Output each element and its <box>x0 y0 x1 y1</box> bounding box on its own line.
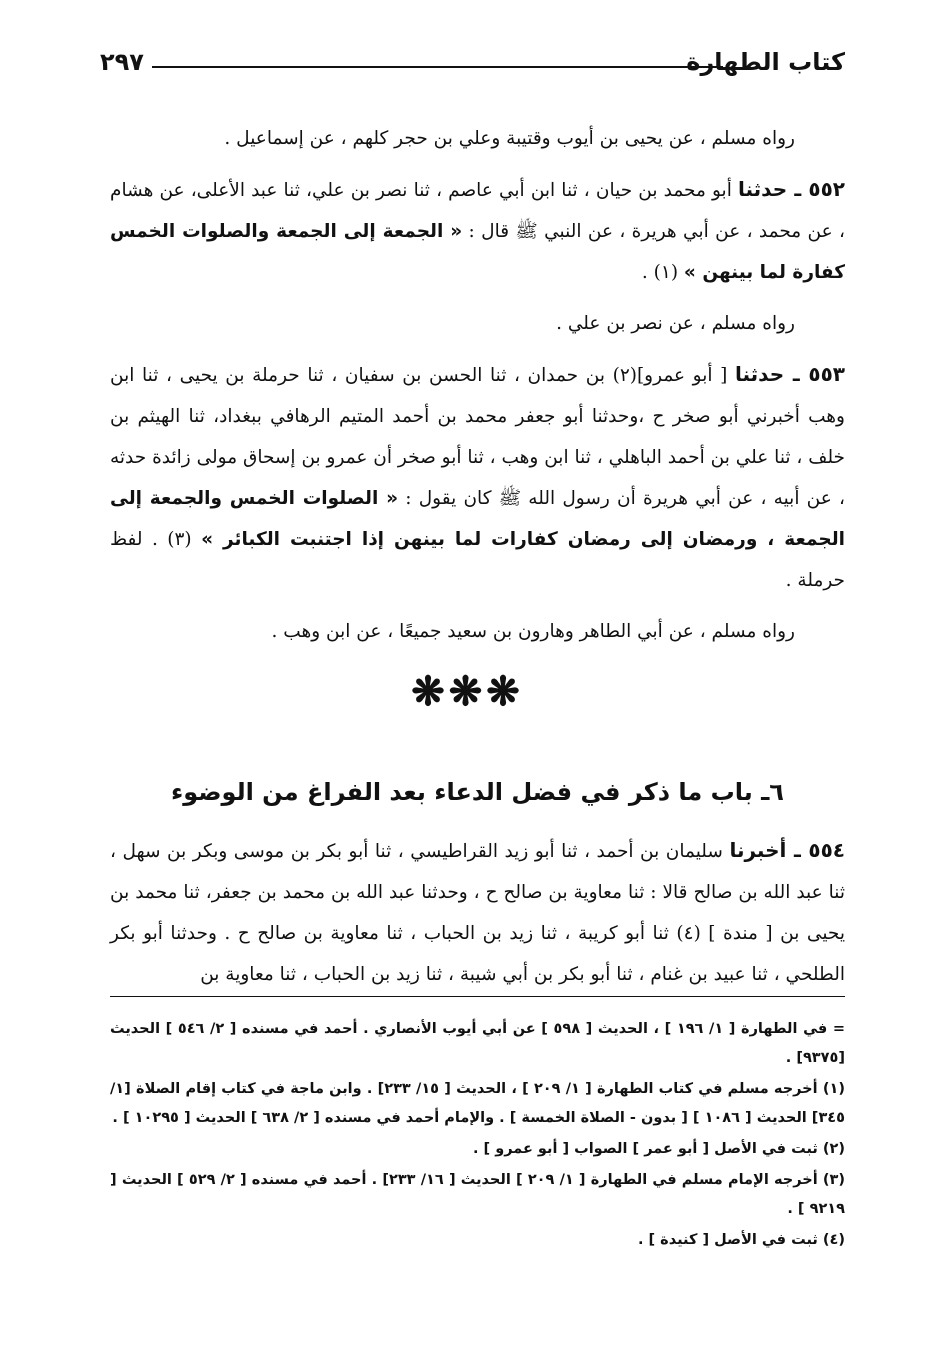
footnote-separator <box>110 996 845 997</box>
footnote-ref: (٣) . لفظ حرملة . <box>110 529 845 591</box>
narration-line: رواه مسلم ، عن نصر بن علي . <box>556 313 795 334</box>
matn-text: « الصلوات الخمس والجمعة إلى الجمعة ، ورمضان إلى رمضان كفارات لما بينهن إذا اجتنبت الكبائر » <box>110 488 845 550</box>
hadith-553 <box>110 354 845 601</box>
footnote-text: أخرجه مسلم في كتاب الطهارة [ ١/ ٢٠٩ ] ، الحديث [ ١٥/ ٢٣٣] . وابن ماجة في كتاب إقام الصلاة [١/ ٣٤٥] الحديث [ ١٠٨٦ ] [ بدون - الصلاة الخمسة ] . والإمام أحمد في مسنده [ ٢/ ٦٣٨ ] الحديث [ ١٠٢٩٥ ] . <box>110 1081 845 1126</box>
hadith-554 <box>110 830 845 995</box>
page-number: ٢٩٧ <box>100 48 144 76</box>
narration-line: رواه مسلم ، عن يحيى بن أيوب وقتيبة وعلي بن حجر كلهم ، عن إسماعيل . <box>224 128 795 149</box>
footnote-text: ثبت في الأصل [ أبو عمر ] الصواب [ أبو عمرو ] . <box>472 1141 823 1157</box>
running-header <box>100 48 845 88</box>
book-title: كتاب الطهارة <box>686 48 845 76</box>
hadith-552 <box>110 169 845 293</box>
footnote-2 <box>110 1135 845 1164</box>
main-text-continued <box>110 830 845 995</box>
header-rule <box>152 66 723 68</box>
section-divider-ornament: ❋❋❋ <box>411 668 524 715</box>
footnote-4 <box>110 1226 845 1255</box>
footnote-number: (٣) <box>822 1172 845 1188</box>
footnote-text: ثبت في الأصل [ كنيدة ] . <box>637 1232 823 1248</box>
footnote-3 <box>110 1166 845 1224</box>
chapter-heading: ٦ـ باب ما ذكر في فضل الدعاء بعد الفراغ من الوضوء <box>171 778 784 806</box>
main-text <box>110 118 845 652</box>
footnote-number: (١) <box>822 1081 845 1097</box>
hadith-number: ٥٥٣ ـ حدثنا <box>734 362 845 386</box>
isnad-text: [ أبو عمرو](٢) بن حمدان ، ثنا الحسن بن سفيان ، ثنا حرملة بن يحيى ، ثنا ابن وهب أخبرني أبو صخر ح ،وحدثنا أبو جعفر محمد بن أحمد المتيم الرهافي ببغداد، ثنا الهيثم بن خلف ، ثنا علي بن أحمد الباهلي ، ثنا ابن وهب ، ثنا أبو صخر أن عمرو بن إسحاق مولى زائدة حدثه ، عن أبيه ، عن أبي هريرة أن رسول الله ﷺ كان يقول : <box>109 365 845 509</box>
isnad-text: سليمان بن أحمد ، ثنا أبو زيد القراطيسي ، ثنا أبو بكر بن موسى وبكر بن سهل ، ثنا عبد الله بن صالح قالا : ثنا معاوية بن صالح ح ، وحدثنا عبد الله بن محمد بن جعفر، ثنا محمد بن يحيى بن [ مندة ] (٤) ثنا أبو كريبة ، ثنا زيد بن الحباب ، ثنا معاوية بن صالح ح . وحدثنا أبو بكر الطلحي ، ثنا عبيد بن غنام ، ثنا أبو بكر بن أبي شيبة ، ثنا زيد بن الحباب ، ثنا معاوية بن <box>110 841 845 985</box>
footnote-number: (٤) <box>822 1232 845 1248</box>
isnad-text: أبو محمد بن حيان ، ثنا ابن أبي عاصم ، ثنا نصر بن علي، ثنا عبد الأعلى، عن هشام ، عن محمد ، عن أبي هريرة ، عن النبي ﷺ قال : <box>110 180 845 242</box>
footnote-1 <box>110 1075 845 1133</box>
footnote-ref: (١) . <box>641 262 684 283</box>
hadith-number: ٥٥٢ ـ حدثنا <box>737 177 845 201</box>
footnote-continuation: = في الطهارة [ ١/ ١٩٦ ] ، الحديث [ ٥٩٨ ] عن أبي أيوب الأنصاري . أحمد في مسنده [ ٢/ ٥٤٦ ] الحديث [٩٣٧٥] . <box>110 1021 845 1066</box>
footnote-text: أخرجه الإمام مسلم في الطهارة [ ١/ ٢٠٩ ] الحديث [ ١٦/ ٢٣٣] . أحمد في مسنده [ ٢/ ٥٢٩ ] الحديث [ ٩٢١٩ ] . <box>110 1172 845 1217</box>
narration-line: رواه مسلم ، عن أبي الطاهر وهارون بن سعيد جميعًا ، عن ابن وهب . <box>271 621 795 642</box>
matn-text: « الجمعة إلى الجمعة والصلوات الخمس كفارة لما بينهن » <box>110 221 845 283</box>
hadith-number: ٥٥٤ ـ أخبرنا <box>729 838 846 862</box>
footnote-number: (٢) <box>822 1141 845 1157</box>
footnotes <box>110 1015 845 1257</box>
